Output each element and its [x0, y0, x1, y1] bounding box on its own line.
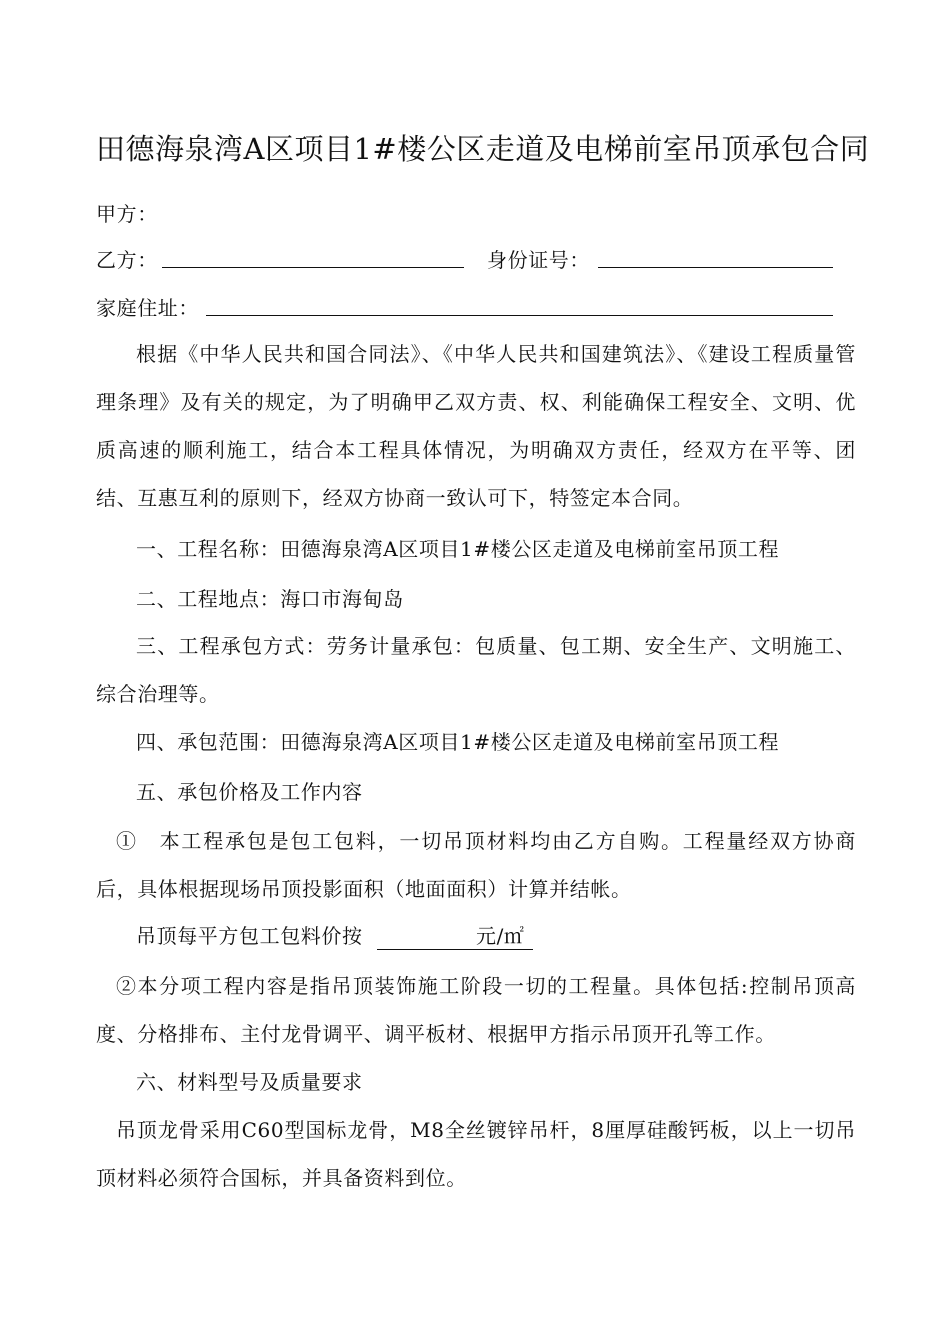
item-project-name: 一、工程名称：田德海泉湾A区项目1#楼公区走道及电梯前室吊顶工程: [136, 537, 780, 561]
price-item-2: ②本分项工程内容是指吊顶装饰施工阶段一切的工程量。具体包括:控制吊顶高度、分格排布、主付龙骨调平、调平板材、根据甲方指示吊顶开孔等工作。: [96, 974, 856, 1046]
unit-price-line: [96, 912, 856, 960]
party-b-blank[interactable]: [162, 267, 464, 268]
id-number-blank[interactable]: [598, 267, 833, 268]
intro-paragraph: 根据《中华人民共和国合同法》、《中华人民共和国建筑法》、《建设工程质量管理条理》及有关的规定，为了明确甲乙双方责、权、利能确保工程安全、文明、优质高速的顺利施工，结合本工程具体情况，为明确双方责任，经双方在平等、团结、互惠互利的原则下，经双方协商一致认可下，特签定本合同。: [96, 342, 856, 510]
unit-price-unit: 元/㎡: [475, 924, 525, 948]
address-label: 家庭住址：: [96, 296, 199, 320]
party-b-label: 乙方：: [96, 248, 158, 272]
document-title: 田德海泉湾A区项目1#楼公区走道及电梯前室吊顶承包合同: [96, 132, 870, 166]
price-item-1: ① 本工程承包是包工包料，一切吊顶材料均由乙方自购。工程量经双方协商后，具体根据现场吊顶投影面积（地面面积）计算并结帐。: [96, 829, 856, 901]
item-contract-method: 三、工程承包方式：劳务计量承包：包质量、包工期、安全生产、文明施工、综合治理等。: [96, 634, 856, 706]
item-project-location: 二、工程地点：海口市海甸岛: [136, 587, 404, 611]
address-blank[interactable]: [206, 315, 833, 316]
item-price-heading: 五、承包价格及工作内容: [136, 780, 363, 804]
id-number-label: 身份证号：: [487, 248, 590, 272]
item-material-heading: 六、材料型号及质量要求: [136, 1070, 363, 1094]
material-paragraph: 吊顶龙骨采用C60型国标龙骨，M8全丝镀锌吊杆，8厘厚硅酸钙板，以上一切吊顶材料必须符合国标，并具备资料到位。: [96, 1118, 856, 1190]
unit-price-label: 吊顶每平方包工包料价按: [136, 924, 363, 948]
party-a-label: 甲方：: [96, 202, 158, 226]
unit-price-blank[interactable]: [377, 923, 533, 950]
item-contract-scope: 四、承包范围：田德海泉湾A区项目1#楼公区走道及电梯前室吊顶工程: [136, 730, 780, 754]
